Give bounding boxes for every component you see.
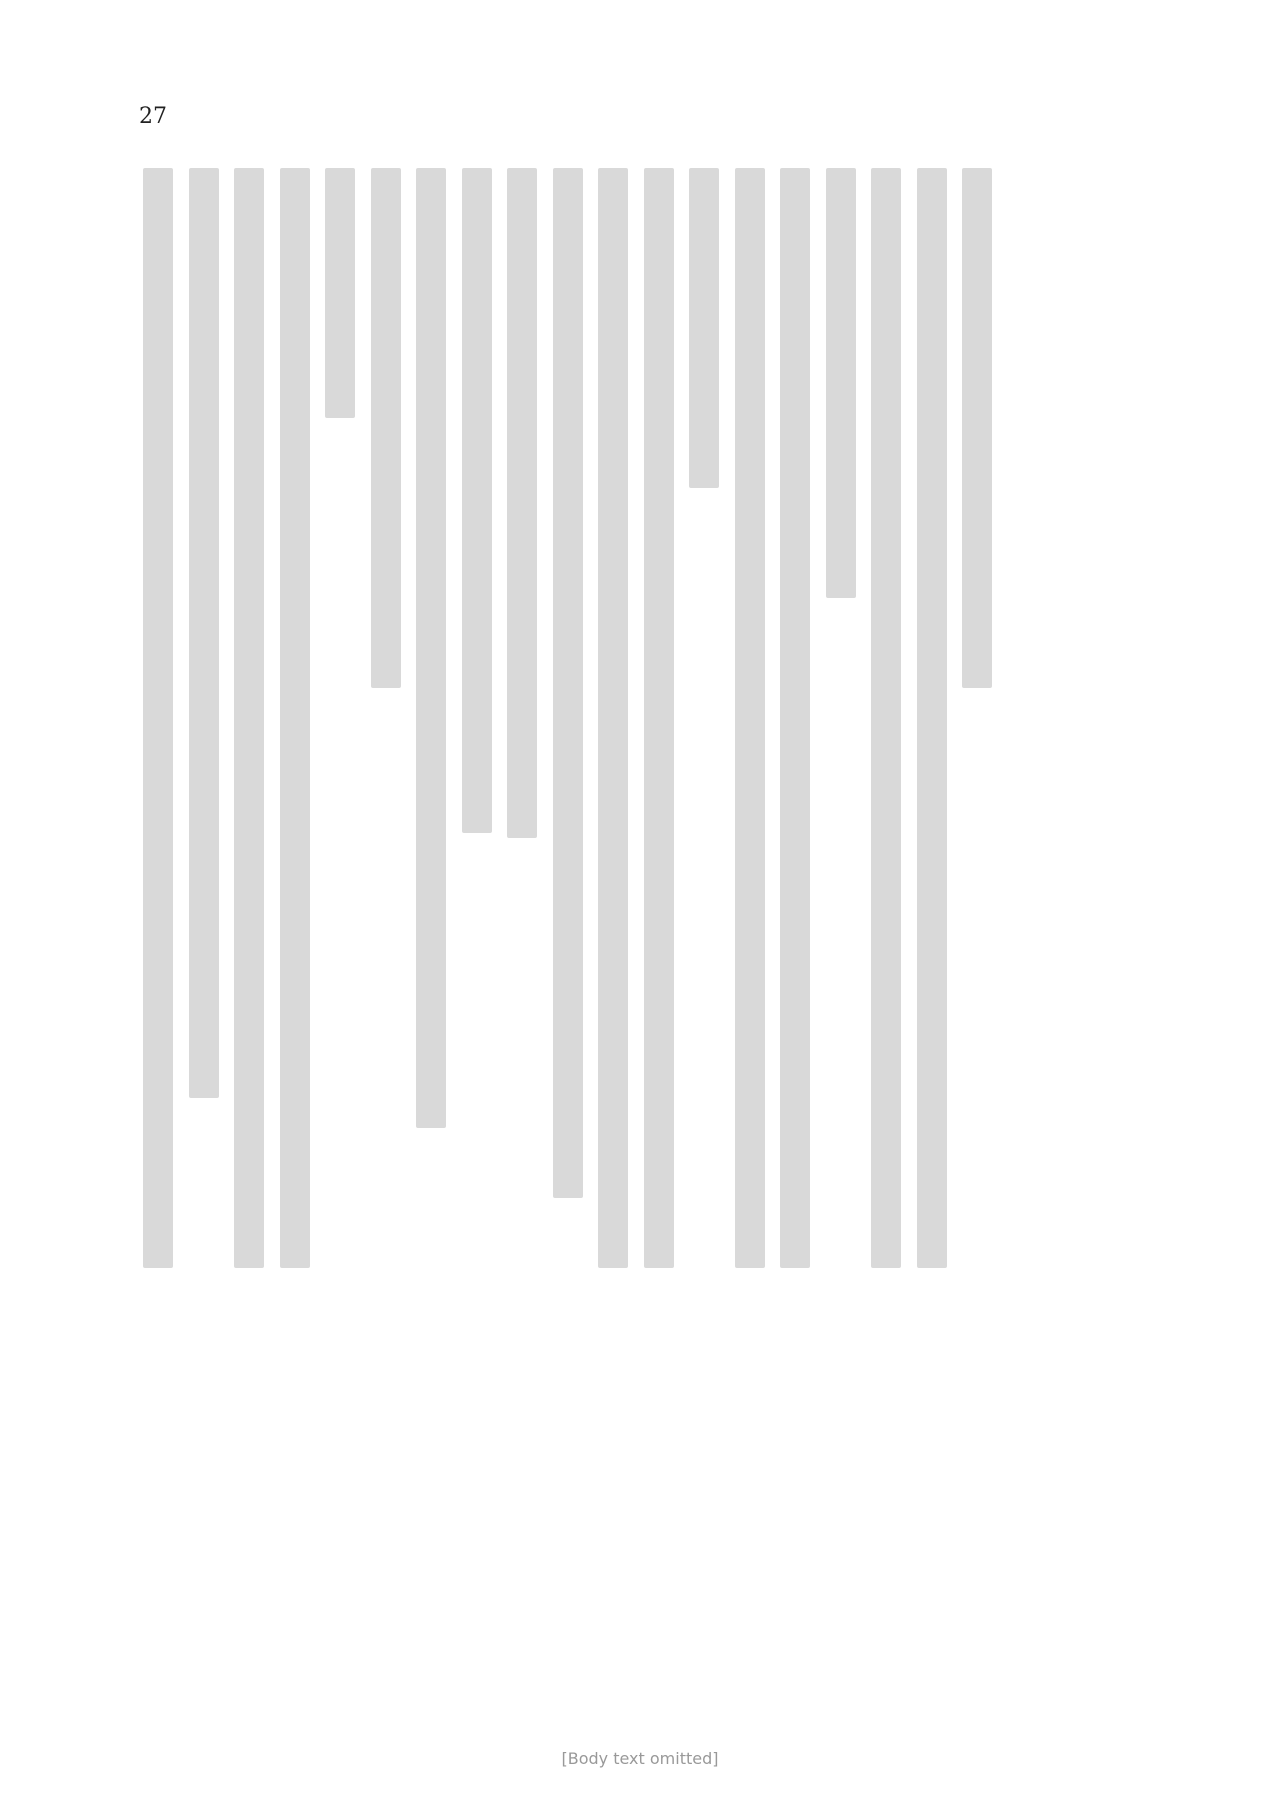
text-column-placeholder — [644, 168, 674, 1268]
text-column-placeholder — [871, 168, 901, 1268]
text-column-placeholder — [780, 168, 810, 1268]
text-column-placeholder — [689, 168, 719, 488]
text-column-placeholder — [917, 168, 947, 1268]
text-column-placeholder — [325, 168, 355, 418]
text-column-placeholder — [143, 168, 173, 1268]
text-column-placeholder — [507, 168, 537, 838]
page-number: 27 — [139, 104, 167, 129]
omission-note: [Body text omitted] — [561, 1749, 719, 1768]
text-column-placeholder — [826, 168, 856, 598]
text-column-placeholder — [598, 168, 628, 1268]
text-column-placeholder — [189, 168, 219, 1098]
text-column-placeholder — [371, 168, 401, 688]
text-column-placeholder — [553, 168, 583, 1198]
text-column-placeholder — [962, 168, 992, 688]
text-column-placeholder — [234, 168, 264, 1268]
text-column-placeholder — [735, 168, 765, 1268]
text-column-placeholder — [416, 168, 446, 1128]
text-column-placeholder — [462, 168, 492, 833]
text-column-placeholder — [280, 168, 310, 1268]
